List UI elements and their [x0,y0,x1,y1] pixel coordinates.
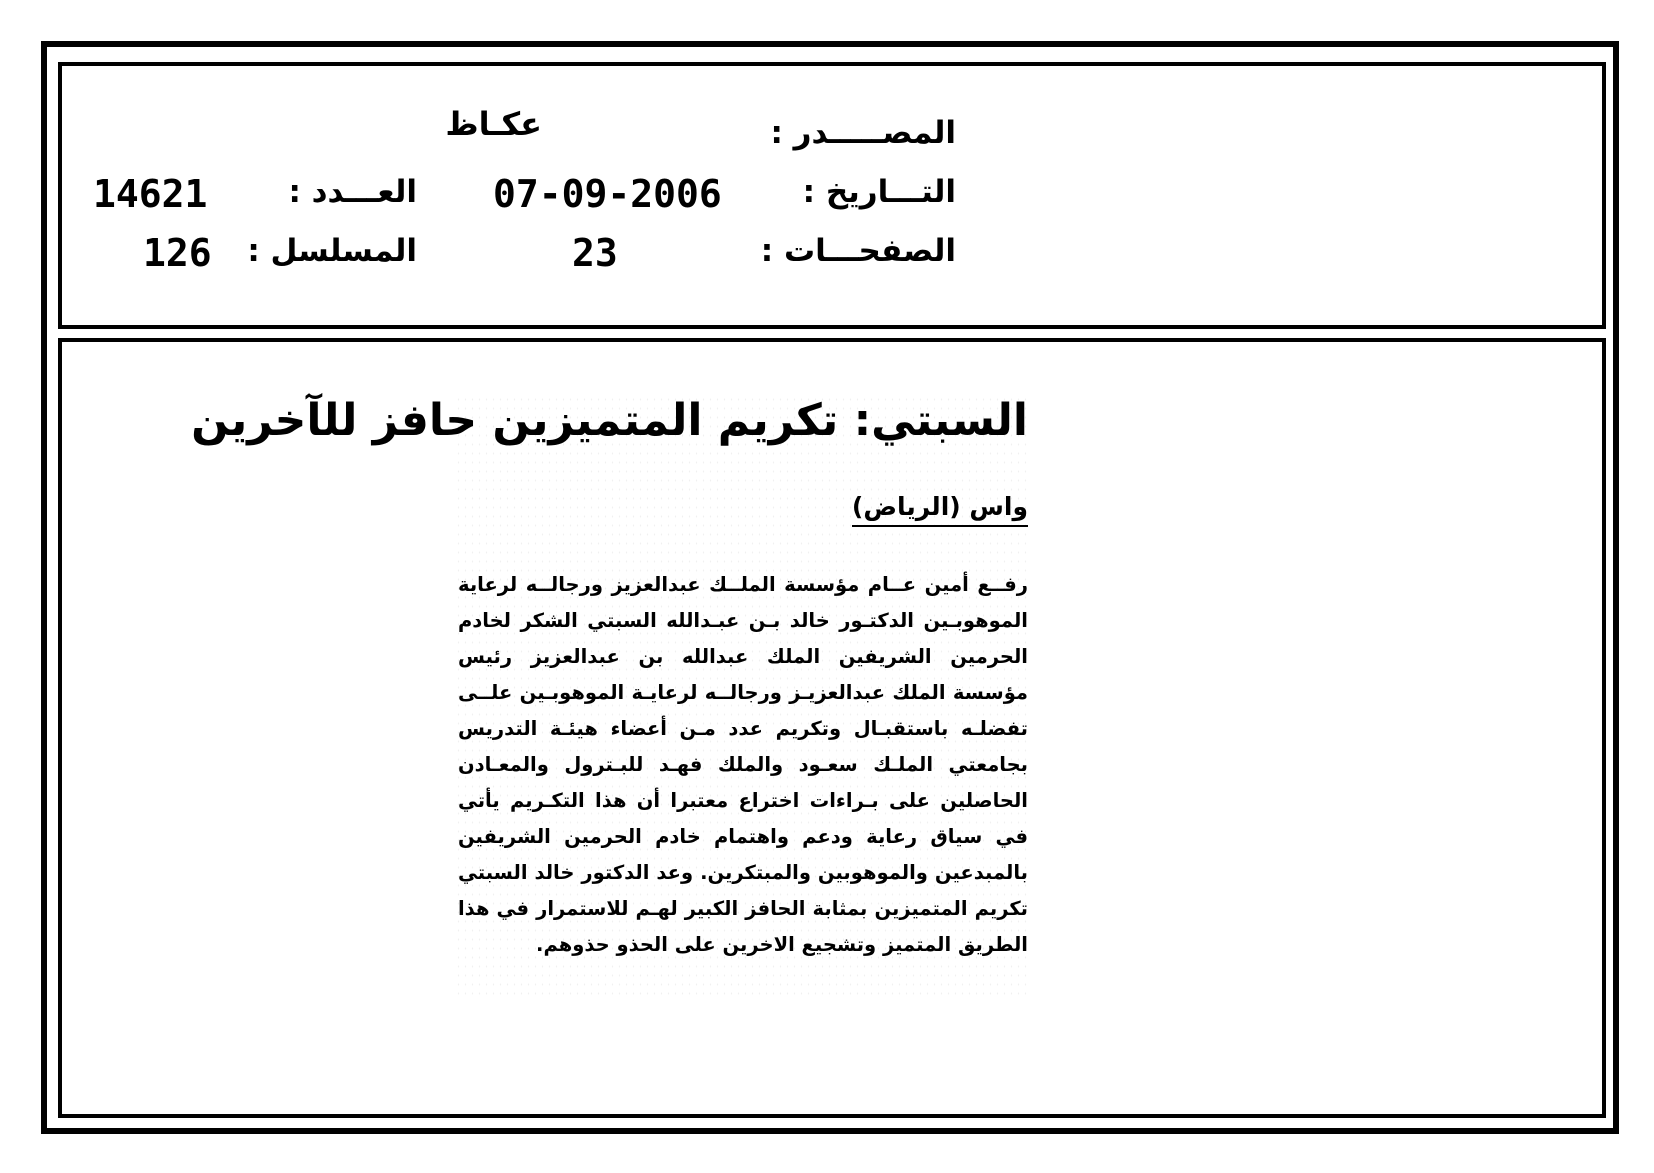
article [191,395,1028,982]
article-source: واس (الرياض) [852,492,1028,527]
source-value: عكـاظ [445,105,542,143]
article-body: رفــع أمين عــام مؤسسة الملــك عبدالعزيز ورجالــه لرعاية الموهوبـين الدكتـور خالد بـن عبـدالله السبتي الشكر لخادم الحرمين الشريفين الملك عبدالله بن عبدالعزيز رئيس مؤسسة الملك عبدالعزيـز ورجالــه لرعايـة الموهوبـين علــى تفضلـه باستقبـال وتكريم عدد مـن أعضاء هيئـة التدريس بجامعتي الملـك سعـود والملك فهـد للبـترول والمعـادن الحاصلين على بـراءات اختراع معتبرا أن هذا التكـريم يأتي في سياق رعاية ودعم واهتمام خادم الحرمين الشريفين بالمبدعين والموهوبين والمبتكرين. وعد الدكتور خالد السبتي تكريم المتميزين بمثابة الحافز الكبير لهـم للاستمرار في هذا الطريق المتميز وتشجيع الاخرين على الحذو حذوهم. [458,572,1028,956]
date-value: 07-09-2006 [493,172,722,216]
issue-value: 14621 [93,172,208,216]
article-title: السبتي: تكريم المتميزين حافز للآخرين [191,395,1028,446]
issue-label: العـــدد : [288,174,417,210]
source-label: المصـــــدر : [770,115,956,151]
pages-label: الصفحـــات : [760,233,956,269]
pages-value: 23 [572,231,618,275]
date-label: التـــاريخ : [802,174,956,210]
serial-value: 126 [143,231,212,275]
serial-label: المسلسل : [247,233,417,269]
